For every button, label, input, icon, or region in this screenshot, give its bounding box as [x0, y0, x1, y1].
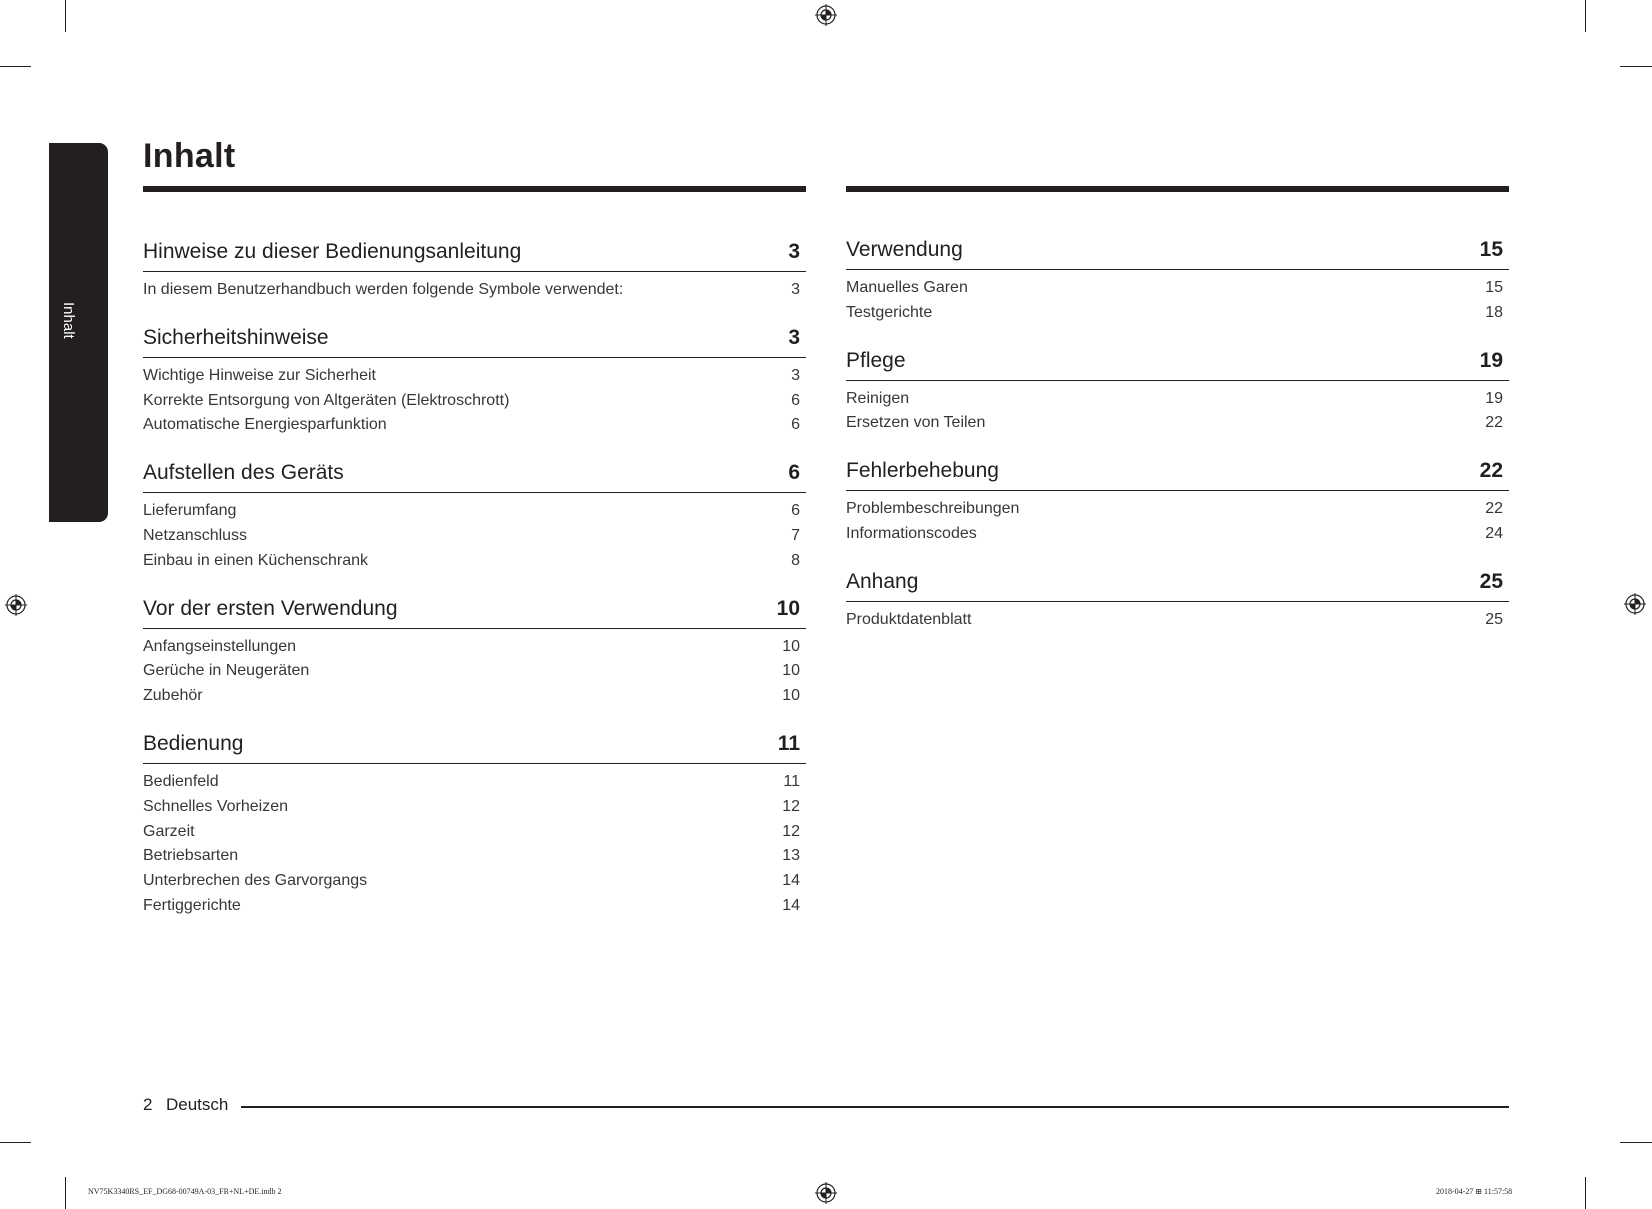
toc-entry[interactable]: [143, 389, 806, 414]
toc-entry-page: 10: [782, 637, 800, 655]
crop-mark: [1620, 66, 1652, 67]
toc-entry-page: 3: [791, 281, 800, 298]
toc-entry-label: Wichtige Hinweise zur Sicherheit: [143, 366, 376, 384]
toc-section-heading[interactable]: [143, 238, 806, 272]
footer-rule: [241, 1106, 1509, 1108]
toc-entry[interactable]: [143, 820, 806, 845]
toc-section: [143, 324, 806, 438]
toc-entry-page: 6: [791, 502, 800, 520]
page-number: 2: [143, 1095, 153, 1114]
toc-entry-page: 8: [791, 551, 800, 569]
toc-entry[interactable]: [143, 413, 806, 438]
print-slug-timestamp: 2018-04-27 ⊞ 11:57:58: [1436, 1187, 1513, 1196]
side-tab-label: Inhalt: [60, 302, 77, 339]
toc-section-heading[interactable]: [143, 459, 806, 493]
toc-section-page: 22: [1479, 459, 1503, 483]
toc-entry-label: Unterbrechen des Garvorgangs: [143, 872, 368, 890]
toc-section-heading[interactable]: [143, 730, 806, 764]
toc-section-title: Vor der ersten Verwendung: [143, 596, 398, 620]
crop-mark: [0, 1142, 31, 1143]
toc-entry[interactable]: [143, 499, 806, 524]
crop-mark: [1620, 1142, 1652, 1143]
toc-section-page: 6: [788, 461, 800, 485]
toc-section-title: Hinweise zu dieser Bedienungsanleitung: [143, 240, 522, 263]
toc-entry-page: 22: [1485, 414, 1503, 432]
toc-section-heading[interactable]: [846, 457, 1509, 491]
toc-entry[interactable]: [846, 497, 1509, 522]
toc-entry[interactable]: [846, 411, 1509, 436]
toc-entry-label: Garzeit: [143, 822, 195, 840]
toc-right-column: [846, 236, 1509, 654]
toc-entry-page: 3: [791, 366, 800, 384]
toc-entry-page: 10: [782, 687, 800, 705]
toc-section-title: Aufstellen des Geräts: [143, 461, 344, 485]
toc-entry-page: 18: [1485, 303, 1503, 321]
registration-target-icon: [815, 4, 837, 26]
toc-entry-label: Einbau in einen Küchenschrank: [143, 551, 369, 569]
toc-section-page: 3: [788, 325, 800, 349]
toc-section: [143, 238, 806, 303]
toc-entry-label: Reinigen: [846, 389, 910, 407]
toc-entry-label: Ersetzen von Teilen: [846, 414, 986, 432]
toc-section: [143, 730, 806, 919]
toc-entry-page: 14: [782, 896, 800, 914]
toc-entry[interactable]: [143, 659, 806, 684]
toc-section: [846, 236, 1509, 326]
toc-entry[interactable]: [143, 869, 806, 894]
toc-entry[interactable]: [143, 549, 806, 574]
toc-entry-page: 12: [782, 797, 800, 815]
toc-section-title: Bedienung: [143, 731, 244, 755]
toc-entry-label: In diesem Benutzerhandbuch werden folgende Symbole verwendet:: [143, 281, 624, 298]
toc-entry-page: 22: [1485, 500, 1503, 518]
toc-entry-label: Netzanschluss: [143, 526, 248, 544]
toc-section-page: 3: [788, 240, 800, 263]
toc-entry-page: 6: [791, 391, 800, 409]
toc-entry-label: Testgerichte: [846, 303, 933, 321]
toc-section: [143, 459, 806, 573]
toc-section: [846, 568, 1509, 633]
footer-language: Deutsch: [166, 1095, 229, 1114]
toc-section-heading[interactable]: [143, 595, 806, 629]
toc-entry[interactable]: [143, 635, 806, 660]
toc-entry-label: Automatische Energiesparfunktion: [143, 416, 387, 434]
toc-section-title: Sicherheitshinweise: [143, 325, 329, 349]
toc-entry-page: 11: [783, 772, 800, 790]
toc-section-heading[interactable]: [143, 324, 806, 358]
toc-section-title: Verwendung: [846, 238, 963, 261]
toc-entry[interactable]: [143, 364, 806, 389]
toc-entry[interactable]: [143, 795, 806, 820]
toc-entry[interactable]: [143, 684, 806, 709]
toc-section-page: 19: [1479, 348, 1503, 372]
toc-entry-label: Fertiggerichte: [143, 896, 241, 914]
toc-entry-page: 15: [1485, 279, 1503, 296]
toc-entry[interactable]: [846, 387, 1509, 412]
toc-entry-label: Manuelles Garen: [846, 279, 968, 296]
toc-section-title: Anhang: [846, 569, 919, 593]
toc-entry-label: Bedienfeld: [143, 772, 219, 790]
toc-section: [143, 595, 806, 709]
toc-entry[interactable]: [143, 278, 806, 303]
toc-entry-label: Gerüche in Neugeräten: [143, 662, 310, 680]
toc-entry-label: Zubehör: [143, 687, 203, 705]
toc-section-heading[interactable]: [846, 236, 1509, 270]
toc-left-column: [143, 238, 806, 940]
print-slug-file: NV75K3340RS_EF_DG68-00749A-03_FR+NL+DE.indb 2: [88, 1187, 282, 1196]
toc-entry-label: Informationscodes: [846, 524, 977, 542]
crop-mark: [65, 1177, 66, 1209]
title-rule-left: [143, 186, 806, 192]
toc-entry-label: Anfangseinstellungen: [143, 637, 297, 655]
toc-entry[interactable]: [143, 524, 806, 549]
toc-entry-label: Korrekte Entsorgung von Altgeräten (Elektroschrott): [143, 391, 510, 409]
toc-section-title: Pflege: [846, 348, 906, 372]
toc-entry-page: 6: [791, 416, 800, 434]
toc-section-heading[interactable]: [846, 568, 1509, 602]
toc-entry-page: 14: [782, 872, 800, 890]
toc-entry-label: Lieferumfang: [143, 502, 237, 520]
toc-entry[interactable]: [143, 844, 806, 869]
toc-entry-label: Problembeschreibungen: [846, 500, 1020, 518]
toc-entry-page: 24: [1485, 524, 1503, 542]
toc-entry-label: Produktdatenblatt: [846, 610, 972, 628]
registration-target-icon: [815, 1182, 837, 1204]
toc-entry[interactable]: [846, 301, 1509, 326]
toc-entry[interactable]: [143, 770, 806, 795]
registration-target-icon: [1624, 593, 1646, 615]
toc-entry-page: 19: [1485, 389, 1503, 407]
toc-section: [846, 347, 1509, 437]
toc-entry[interactable]: [143, 894, 806, 919]
crop-mark: [1585, 1177, 1586, 1209]
toc-entry-page: 7: [791, 526, 800, 544]
crop-mark: [0, 66, 31, 67]
toc-section-page: 15: [1479, 238, 1503, 261]
toc-entry-page: 13: [782, 847, 800, 865]
toc-entry[interactable]: [846, 522, 1509, 547]
toc-section-page: 11: [777, 731, 800, 755]
page-title: Inhalt: [143, 137, 236, 175]
toc-section-page: 25: [1479, 569, 1503, 593]
registration-target-icon: [5, 594, 27, 616]
toc-entry-page: 10: [782, 662, 800, 680]
toc-section-title: Fehlerbehebung: [846, 459, 999, 483]
toc-entry-label: Schnelles Vorheizen: [143, 797, 288, 815]
toc-entry-page: 12: [782, 822, 800, 840]
toc-section-page: 10: [776, 596, 800, 620]
toc-entry-label: Betriebsarten: [143, 847, 239, 865]
crop-mark: [65, 0, 66, 32]
toc-entry[interactable]: [846, 276, 1509, 301]
toc-section: [846, 457, 1509, 547]
toc-entry-page: 25: [1485, 610, 1503, 628]
title-rule-right: [846, 186, 1509, 192]
toc-entry[interactable]: [846, 608, 1509, 633]
crop-mark: [1585, 0, 1586, 32]
toc-section-heading[interactable]: [846, 347, 1509, 381]
